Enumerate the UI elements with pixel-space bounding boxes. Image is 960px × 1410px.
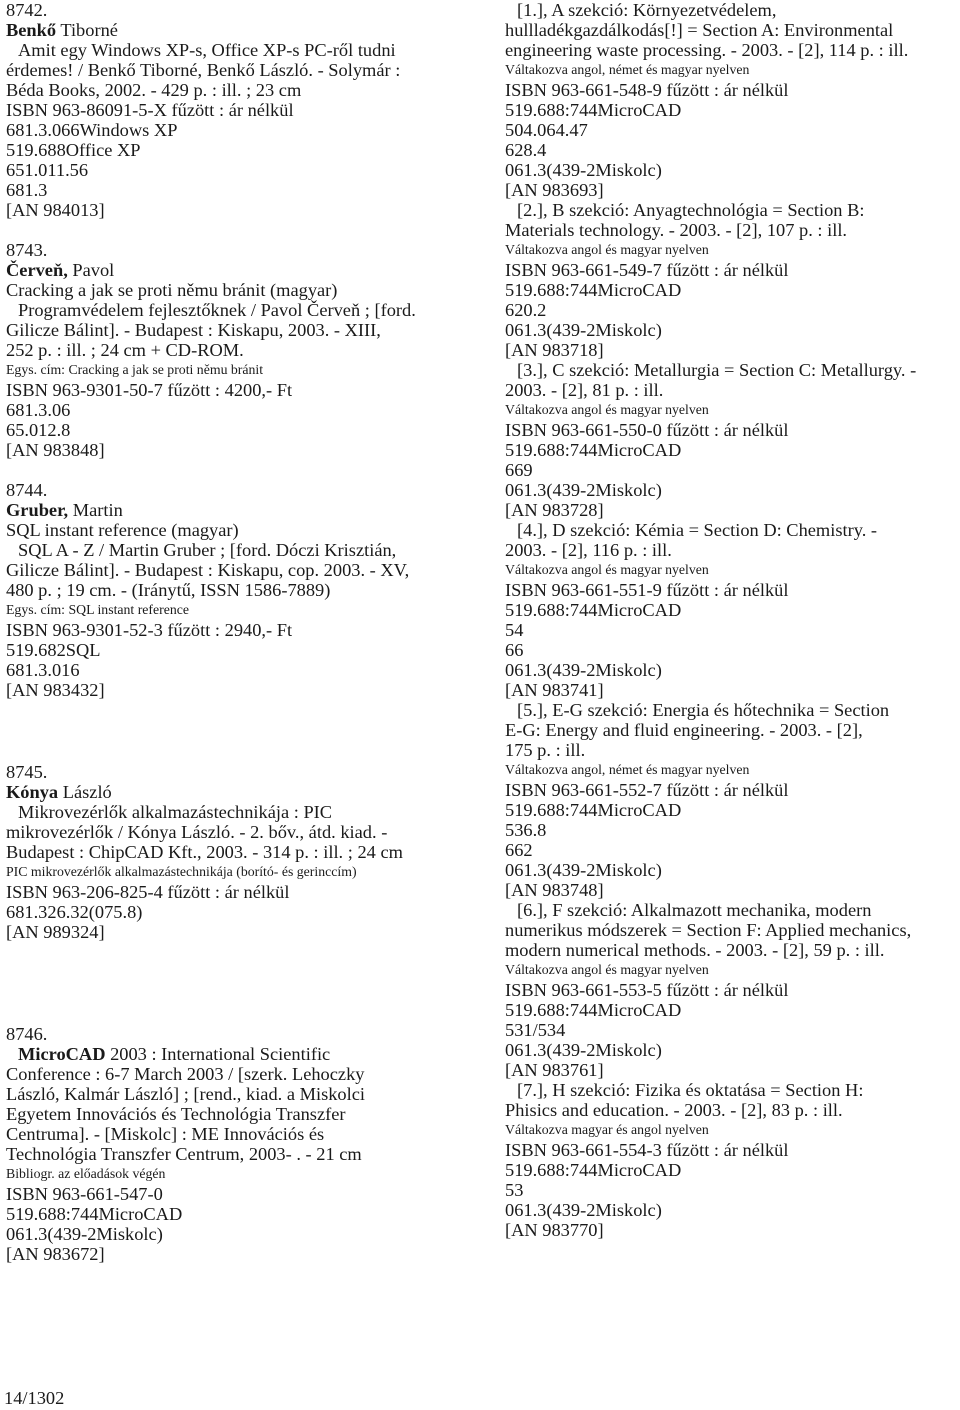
- entry-line: ISBN 963-9301-50-7 fűzött : 4200,- Ft: [6, 380, 293, 400]
- entry-line: 061.3(439-2Miskolc): [505, 660, 662, 680]
- entry-note: PIC mikrovezérlők alkalmazástechnikája (borító- és gerinccím): [6, 864, 357, 879]
- entry-line: 681.3: [6, 180, 48, 200]
- entry-line: 519.688:744MicroCAD: [505, 1160, 682, 1180]
- right-column: [505, 0, 957, 1240]
- entry-line: 628.4: [505, 140, 547, 160]
- entry-number: 8746.: [6, 1024, 48, 1044]
- entry-line: ISBN 963-661-554-3 fűzött : ár nélkül: [505, 1140, 789, 1160]
- entry-line: 504.064.47: [505, 120, 588, 140]
- entry-line: [AN 983728]: [505, 500, 604, 520]
- entry-line: modern numerical methods. - 2003. - [2], 59 p. : ill.: [505, 940, 885, 960]
- entry-note: Váltakozva angol és magyar nyelven: [505, 562, 709, 577]
- entry-line: Amit egy Windows XP-s, Office XP-s PC-ről tudni: [18, 40, 396, 60]
- entry-author: Červeň, Pavol: [6, 260, 115, 280]
- section-heading: [7.], H szekció: Fizika és oktatása = Section H:: [517, 1080, 864, 1100]
- entry-line: 66: [505, 640, 524, 660]
- entry-note: Váltakozva angol és magyar nyelven: [505, 402, 709, 417]
- entry-line: [AN 983748]: [505, 880, 604, 900]
- entry-line: [AN 983432]: [6, 680, 105, 700]
- entry-8744: [6, 480, 468, 700]
- section-heading: [1.], A szekció: Környezetvédelem,: [517, 0, 777, 20]
- entry-line: 519.688:744MicroCAD: [505, 600, 682, 620]
- section-heading: [4.], D szekció: Kémia = Section D: Chemistry. -: [517, 520, 878, 540]
- section-5: [505, 700, 957, 900]
- entry-line: 519.688Office XP: [6, 140, 141, 160]
- entry-line: ISBN 963-661-550-0 fűzött : ár nélkül: [505, 420, 789, 440]
- entry-line: 681.326.32(075.8): [6, 902, 143, 922]
- entry-line: 669: [505, 460, 533, 480]
- entry-line: [AN 983761]: [505, 1060, 604, 1080]
- entry-8742: [6, 0, 468, 220]
- entry-line: Budapest : ChipCAD Kft., 2003. - 314 p. : ill. ; 24 cm: [6, 842, 403, 862]
- entry-line: 620.2: [505, 300, 547, 320]
- entry-line: [AN 989324]: [6, 922, 105, 942]
- entry-title: MicroCAD 2003 : International Scientific: [18, 1044, 331, 1064]
- section-heading: [2.], B szekció: Anyagtechnológia = Section B:: [517, 200, 865, 220]
- entry-8746: [6, 1024, 468, 1264]
- entry-note: Bibliogr. az előadások végén: [6, 1166, 166, 1181]
- entry-line: 175 p. : ill.: [505, 740, 586, 760]
- section-heading: [6.], F szekció: Alkalmazott mechanika, modern: [517, 900, 872, 920]
- left-column: [6, 0, 468, 1264]
- entry-note: Váltakozva magyar és angol nyelven: [505, 1122, 709, 1137]
- entry-line: 536.8: [505, 820, 547, 840]
- entry-line: 061.3(439-2Miskolc): [505, 320, 662, 340]
- entry-line: Egyetem Innovációs és Technológia Transzfer: [6, 1104, 346, 1124]
- entry-author: Gruber, Martin: [6, 500, 123, 520]
- entry-line: ISBN 963-661-553-5 fűzött : ár nélkül: [505, 980, 789, 1000]
- section-heading: [3.], C szekció: Metallurgia = Section C: Metallurgy. -: [517, 360, 917, 380]
- entry-line: SQL instant reference (magyar): [6, 520, 239, 540]
- entry-line: SQL A - Z / Martin Gruber ; [ford. Dóczi Krisztián,: [18, 540, 397, 560]
- entry-line: ISBN 963-9301-52-3 fűzött : 2940,- Ft: [6, 620, 293, 640]
- entry-line: 061.3(439-2Miskolc): [505, 1040, 662, 1060]
- entry-line: 531/534: [505, 1020, 566, 1040]
- entry-line: [AN 983848]: [6, 440, 105, 460]
- entry-line: 651.011.56: [6, 160, 89, 180]
- entry-line: [AN 983672]: [6, 1244, 105, 1264]
- entry-line: érdemes! / Benkő Tiborné, Benkő László. - Solymár :: [6, 60, 401, 80]
- entry-line: 53: [505, 1180, 524, 1200]
- entry-number: 8743.: [6, 240, 48, 260]
- entry-line: [AN 983741]: [505, 680, 604, 700]
- section-1: [505, 0, 957, 200]
- entry-number: 8744.: [6, 480, 48, 500]
- entry-line: numerikus módszerek = Section F: Applied mechanics,: [505, 920, 912, 940]
- entry-line: ISBN 963-661-552-7 fűzött : ár nélkül: [505, 780, 789, 800]
- section-3: [505, 360, 957, 520]
- entry-line: [AN 983718]: [505, 340, 604, 360]
- entry-note: Váltakozva angol, német és magyar nyelven: [505, 62, 750, 77]
- entry-line: 519.688:744MicroCAD: [505, 100, 682, 120]
- entry-note: Váltakozva angol és magyar nyelven: [505, 242, 709, 257]
- section-heading: [5.], E-G szekció: Energia és hőtechnika = Section: [517, 700, 890, 720]
- entry-line: [AN 984013]: [6, 200, 105, 220]
- entry-number: 8745.: [6, 762, 48, 782]
- entry-line: ISBN 963-661-549-7 fűzött : ár nélkül: [505, 260, 789, 280]
- entry-line: 061.3(439-2Miskolc): [505, 1200, 662, 1220]
- entry-line: László, Kalmár László] ; [rend., kiad. a Miskolci: [6, 1084, 366, 1104]
- entry-line: engineering waste processing. - 2003. - [2], 114 p. : ill.: [505, 40, 909, 60]
- entry-note: Egys. cím: SQL instant reference: [6, 602, 190, 617]
- entry-note: Váltakozva angol, német és magyar nyelven: [505, 762, 750, 777]
- entry-line: Cracking a jak se proti němu bránit (magyar): [6, 280, 338, 300]
- entry-line: ISBN 963-661-547-0: [6, 1184, 163, 1204]
- entry-line: 519.688:744MicroCAD: [505, 800, 682, 820]
- entry-line: 662: [505, 840, 533, 860]
- entry-line: 519.688:744MicroCAD: [505, 1000, 682, 1020]
- entry-line: 2003. - [2], 116 p. : ill.: [505, 540, 672, 560]
- entry-line: Phisics and education. - 2003. - [2], 83 p. : ill.: [505, 1100, 843, 1120]
- entry-line: 252 p. : ill. ; 24 cm + CD-ROM.: [6, 340, 244, 360]
- entry-line: ISBN 963-206-825-4 fűzött : ár nélkül: [6, 882, 290, 902]
- entry-line: 681.3.06: [6, 400, 71, 420]
- entry-note: Egys. cím: Cracking a jak se proti němu bránit: [6, 362, 264, 377]
- entry-line: E-G: Energy and fluid engineering. - 2003. - [2],: [505, 720, 863, 740]
- section-6: [505, 900, 957, 1080]
- entry-line: ISBN 963-661-551-9 fűzött : ár nélkül: [505, 580, 789, 600]
- section-4: [505, 520, 957, 700]
- entry-line: Gilicze Bálint]. - Budapest : Kiskapu, 2003. - XIII,: [6, 320, 381, 340]
- entry-8743: [6, 240, 468, 460]
- page-number: 14/1302: [4, 1388, 65, 1408]
- entry-line: 061.3(439-2Miskolc): [505, 160, 662, 180]
- entry-line: Béda Books, 2002. - 429 p. : ill. ; 23 cm: [6, 80, 302, 100]
- entry-line: 681.3.066Windows XP: [6, 120, 178, 140]
- entry-line: Materials technology. - 2003. - [2], 107 p. : ill.: [505, 220, 848, 240]
- entry-line: Gilicze Bálint]. - Budapest : Kiskapu, cop. 2003. - XV,: [6, 560, 410, 580]
- entry-line: 681.3.016: [6, 660, 80, 680]
- entry-line: 519.688:744MicroCAD: [6, 1204, 183, 1224]
- entry-line: ISBN 963-86091-5-X fűzött : ár nélkül: [6, 100, 294, 120]
- entry-line: mikrovezérlők / Kónya László. - 2. bőv., átd. kiad. -: [6, 822, 388, 842]
- entry-note: Váltakozva angol és magyar nyelven: [505, 962, 709, 977]
- entry-8745: [6, 762, 468, 942]
- entry-line: 519.688:744MicroCAD: [505, 280, 682, 300]
- entry-line: 519.688:744MicroCAD: [505, 440, 682, 460]
- entry-line: 54: [505, 620, 524, 640]
- entry-line: 061.3(439-2Miskolc): [505, 860, 662, 880]
- entry-line: [AN 983770]: [505, 1220, 604, 1240]
- entry-line: ISBN 963-661-548-9 fűzött : ár nélkül: [505, 80, 789, 100]
- entry-author: Benkő Tiborné: [6, 20, 118, 40]
- entry-line: 65.012.8: [6, 420, 71, 440]
- section-2: [505, 200, 957, 360]
- entry-line: Centruma]. - [Miskolc] : ME Innovációs és: [6, 1124, 325, 1144]
- entry-line: Mikrovezérlők alkalmazástechnikája : PIC: [18, 802, 333, 822]
- entry-line: Programvédelem fejlesztőknek / Pavol Červeň ; [ford.: [18, 300, 416, 320]
- entry-line: hullladékgazdálkodás[!] = Section A: Environmental: [505, 20, 894, 40]
- entry-number: 8742.: [6, 0, 48, 20]
- entry-line: 519.682SQL: [6, 640, 101, 660]
- entry-line: 2003. - [2], 81 p. : ill.: [505, 380, 664, 400]
- section-7: [505, 1080, 957, 1240]
- entry-line: 061.3(439-2Miskolc): [505, 480, 662, 500]
- entry-line: 480 p. ; 19 cm. - (Iránytű, ISSN 1586-7889): [6, 580, 331, 600]
- entry-line: Conference : 6-7 March 2003 / [szerk. Lehoczky: [6, 1064, 365, 1084]
- entry-line: 061.3(439-2Miskolc): [6, 1224, 163, 1244]
- entry-line: [AN 983693]: [505, 180, 604, 200]
- entry-line: Technológia Transzfer Centrum, 2003- . - 21 cm: [6, 1144, 362, 1164]
- entry-author: Kónya László: [6, 782, 112, 802]
